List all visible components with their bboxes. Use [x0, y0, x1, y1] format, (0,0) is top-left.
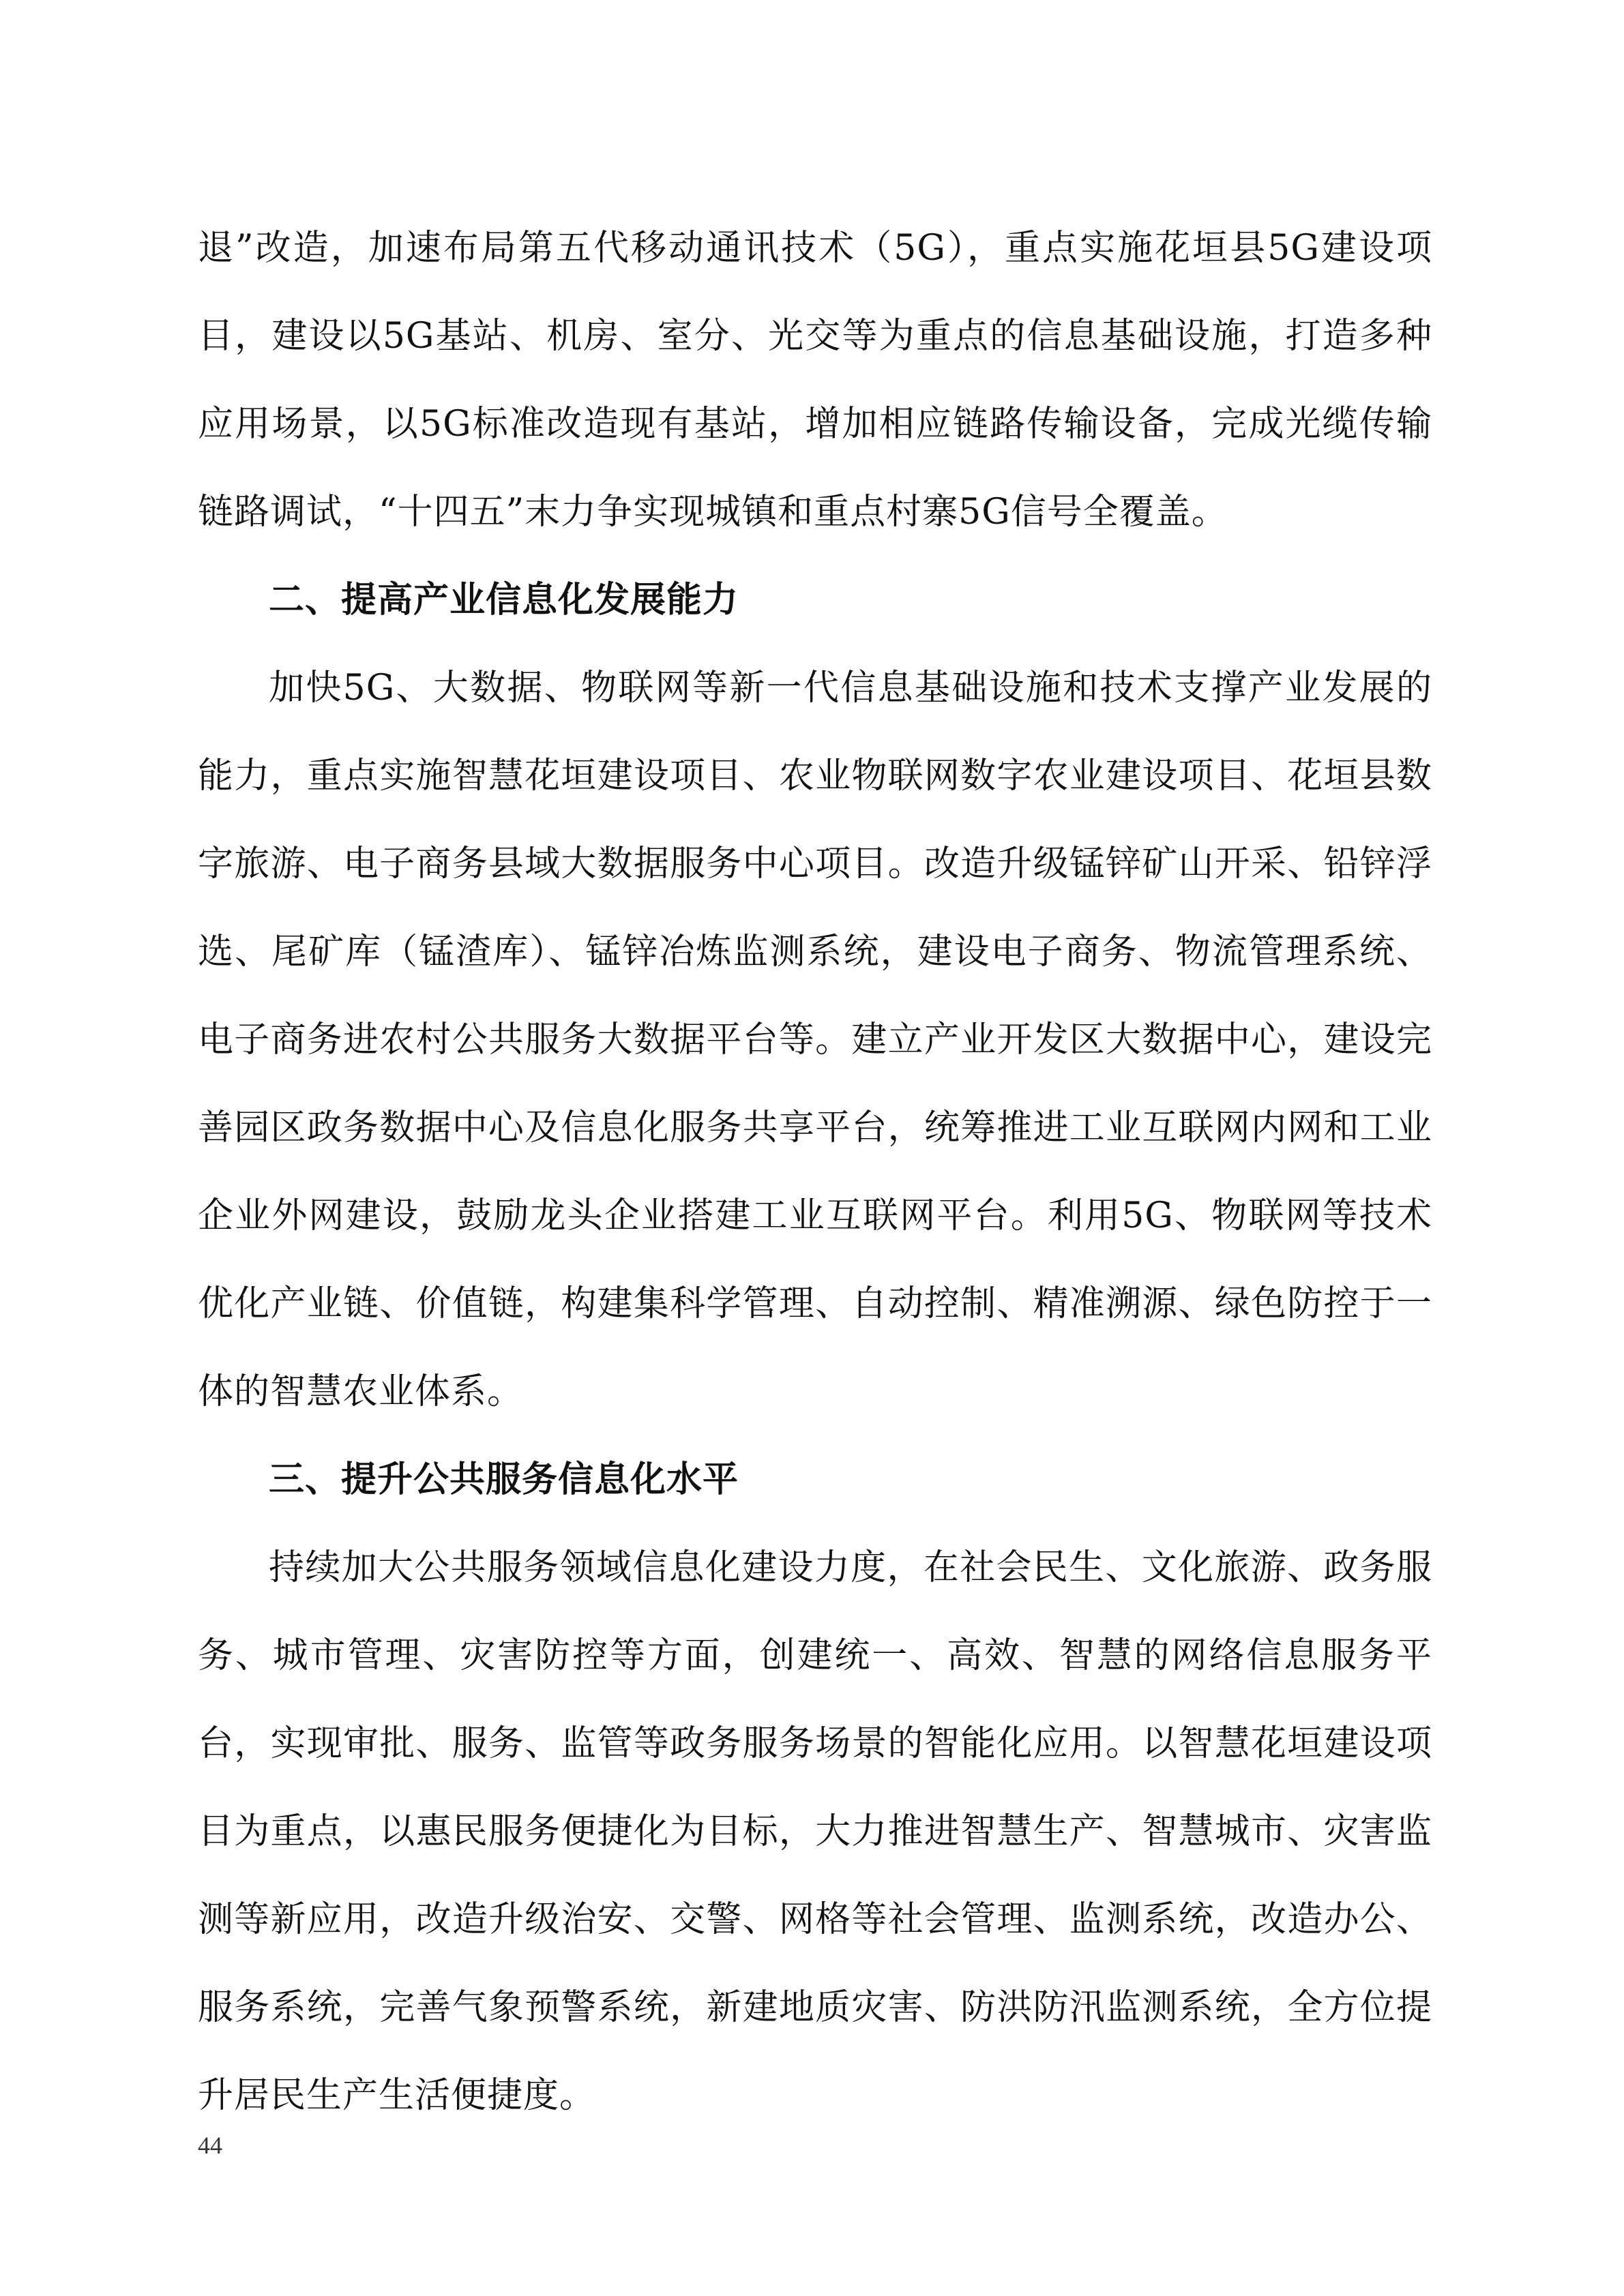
section-heading-2: 二、提高产业信息化发展能力 [269, 580, 739, 621]
section-heading-3: 三、提升公共服务信息化水平 [269, 1459, 739, 1500]
page-number: 44 [198, 2132, 222, 2159]
body-paragraph-industry: 加快5G、大数据、物联网等新一代信息基础设施和技术支撑产业发展的能力，重点实施智慧花垣建设项目、农业物联网数字农业建设项目、花垣县数字旅游、电子商务县域大数据服务中心项目。改造升级锰锌矿山开采、铅锌浮选、尾矿库（锰渣库）、锰锌冶炼监测系统，建设电子商务、物流管理系统、电子商务进农村公共服务大数据平台等。建立产业开发区大数据中心，建设完善园区政务数据中心及信息化服务共享平台，统筹推进工业互联网内网和工业企业外网建设，鼓励龙头企业搭建工业互联网平台。利用5G、物联网等技术优化产业链、价值链，构建集科学管理、自动控制、精准溯源、绿色防控于一体的智慧农业体系。 [198, 668, 1432, 1412]
document-body [198, 205, 1432, 2140]
body-paragraph-continued: 退”改造，加速布局第五代移动通讯技术（5G），重点实施花垣县5G建设项目，建设以5G基站、机房、室分、光交等为重点的信息基础设施，打造多种应用场景，以5G标准改造现有基站，增加相应链路传输设备，完成光缆传输链路调试，“十四五”末力争实现城镇和重点村寨5G信号全覆盖。 [198, 228, 1432, 533]
body-paragraph-public-service: 持续加大公共服务领域信息化建设力度，在社会民生、文化旅游、政务服务、城市管理、灾害防控等方面，创建统一、高效、智慧的网络信息服务平台，实现审批、服务、监管等政务服务场景的智能化应用。以智慧花垣建设项目为重点，以惠民服务便捷化为目标，大力推进智慧生产、智慧城市、灾害监测等新应用，改造升级治安、交警、网格等社会管理、监测系统，改造办公、服务系统，完善气象预警系统，新建地质灾害、防洪防汛监测系统，全方位提升居民生产生活便捷度。 [198, 1547, 1432, 2116]
